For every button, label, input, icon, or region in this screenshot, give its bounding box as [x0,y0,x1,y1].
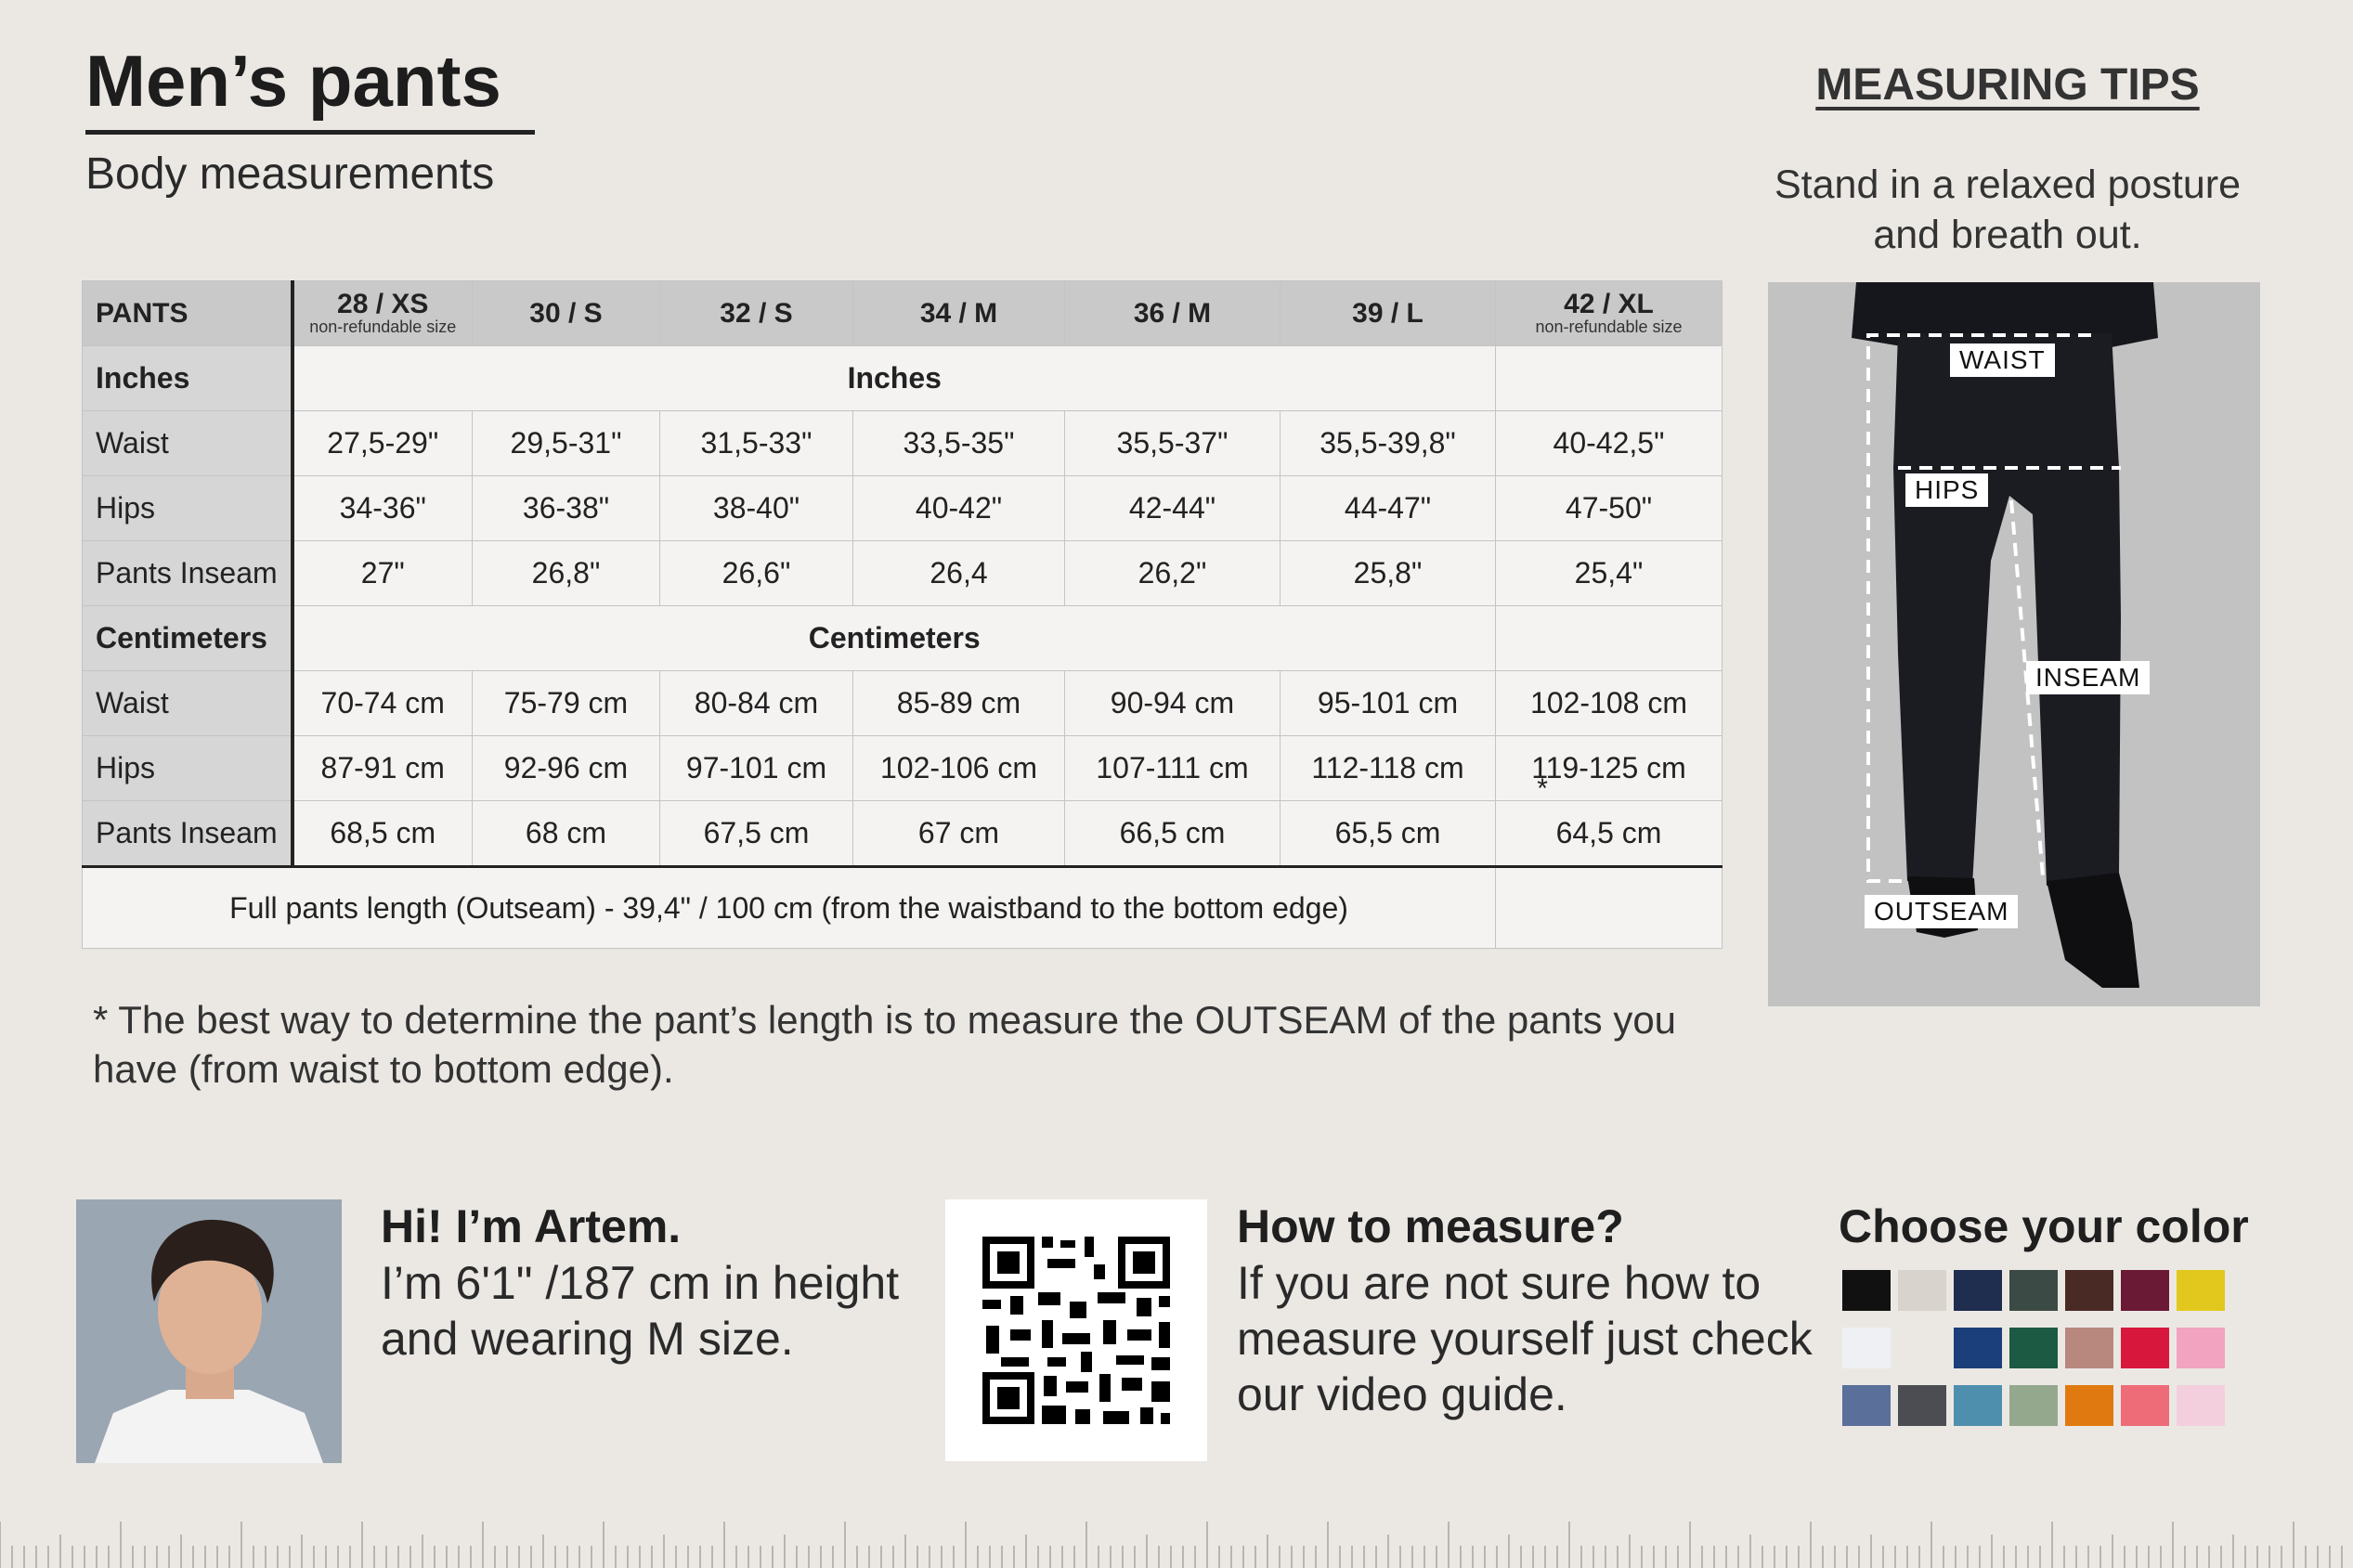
how-to-measure-text: If you are not sure how to measure yourself just check our video guide. [1237,1257,1813,1420]
size-label: 36 / M [1133,297,1212,329]
hips-label: HIPS [1905,473,1988,507]
row-label: Waist [83,671,292,736]
color-swatch[interactable] [1898,1328,1946,1368]
table-cell: 70-74 cm [292,671,473,736]
color-swatch[interactable] [1842,1385,1891,1426]
row-label: Hips [83,476,292,541]
table-footer-row [83,867,1722,949]
table-cell-value: 119-125 cm * [1531,751,1686,784]
color-swatch[interactable] [2009,1270,2058,1311]
size-note: non-refundable size [1535,317,1683,336]
blank-cell [1496,346,1722,411]
color-swatch-grid [1842,1270,2232,1428]
title-underline [85,130,535,135]
size-header [473,281,660,346]
row-label: Pants Inseam [83,541,292,606]
model-text: I’m 6'1" /187 cm in height and wearing M size. [381,1257,900,1365]
color-swatch[interactable] [2009,1385,2058,1426]
blank-cell [1496,867,1722,949]
color-choice-heading: Choose your color [1839,1200,2249,1252]
color-swatch[interactable] [1842,1328,1891,1368]
size-note: non-refundable size [309,317,457,336]
table-cell: 33,5-35" [853,411,1065,476]
size-label: 34 / M [919,297,998,329]
row-label: Pants Inseam [83,801,292,867]
video-guide-qr-code[interactable] [945,1199,1207,1461]
ruler-decoration [0,1495,2353,1568]
waist-label: WAIST [1950,343,2055,377]
size-label: 30 / S [529,297,603,329]
measuring-tips-text: Stand in a relaxed posture and breath out. [1774,162,2241,257]
table-cell: 29,5-31" [473,411,660,476]
table-row [83,671,1722,736]
table-cell: 68 cm [473,801,660,867]
inches-section-label: Inches [292,346,1496,411]
color-swatch[interactable] [1954,1270,2002,1311]
centimeters-section-label: Centimeters [292,606,1496,671]
table-cell: 26,4 [853,541,1065,606]
table-cell: 47-50" [1496,476,1722,541]
color-swatch[interactable] [1898,1385,1946,1426]
color-swatch[interactable] [2121,1270,2169,1311]
table-row [83,801,1722,867]
table-cell: 42-44" [1065,476,1280,541]
color-swatch[interactable] [2177,1385,2225,1426]
centimeters-row-label: Centimeters [83,606,292,671]
color-swatch[interactable] [1954,1328,2002,1368]
inches-section-row [83,346,1722,411]
color-swatch[interactable] [2009,1328,2058,1368]
page-title: Men’s pants [85,40,501,122]
table-cell [1496,736,1722,801]
table-cell: 80-84 cm [660,671,853,736]
table-cell: 67 cm [853,801,1065,867]
table-cell: 102-108 cm [1496,671,1722,736]
table-cell: 64,5 cm [1496,801,1722,867]
table-row [83,541,1722,606]
table-cell: 95-101 cm [1280,671,1496,736]
page-subtitle: Body measurements [85,149,495,199]
table-cell: 67,5 cm [660,801,853,867]
inseam-label: INSEAM [2026,661,2150,694]
table-cell: 85-89 cm [853,671,1065,736]
table-cell: 40-42,5" [1496,411,1722,476]
color-swatch[interactable] [2177,1328,2225,1368]
table-cell: 97-101 cm [660,736,853,801]
table-cell: 26,6" [660,541,853,606]
table-cell: 65,5 cm [1280,801,1496,867]
table-cell: 92-96 cm [473,736,660,801]
color-swatch[interactable] [2121,1385,2169,1426]
table-cell: 38-40" [660,476,853,541]
color-swatch[interactable] [2177,1270,2225,1311]
table-cell: 75-79 cm [473,671,660,736]
size-header [660,281,853,346]
table-cell: 26,8" [473,541,660,606]
centimeters-section-row [83,606,1722,671]
color-swatch[interactable] [2065,1270,2113,1311]
table-cell: 25,4" [1496,541,1722,606]
table-cell: 25,8" [1280,541,1496,606]
table-cell: 35,5-39,8" [1280,411,1496,476]
table-cell: 66,5 cm [1065,801,1280,867]
table-cell: 40-42" [853,476,1065,541]
size-label: 42 / XL [1564,288,1654,319]
size-header [1280,281,1496,346]
pants-measurement-diagram [1768,282,2260,1006]
size-header [853,281,1065,346]
color-swatch[interactable] [2065,1385,2113,1426]
size-label: 39 / L [1352,297,1424,329]
table-cell: 26,2" [1065,541,1280,606]
table-row [83,411,1722,476]
table-row [83,476,1722,541]
size-label: 32 / S [720,297,793,329]
table-cell: 90-94 cm [1065,671,1280,736]
color-swatch[interactable] [1898,1270,1946,1311]
outseam-label: OUTSEAM [1865,895,2018,928]
color-swatch[interactable] [1954,1385,2002,1426]
size-header [1065,281,1280,346]
blank-cell [1496,606,1722,671]
table-cell: 35,5-37" [1065,411,1280,476]
table-cell: 112-118 cm [1280,736,1496,801]
measuring-tips-title: MEASURING TIPS [1815,60,2200,110]
outseam-tip: * The best way to determine the pant’s length is to measure the OUTSEAM of the pants you have (from waist to bottom edge). [93,998,1677,1091]
table-cell: 44-47" [1280,476,1496,541]
table-cell: 34-36" [292,476,473,541]
size-table [82,280,1722,949]
row-label: Hips [83,736,292,801]
color-swatch[interactable] [2065,1328,2113,1368]
table-cell: 68,5 cm [292,801,473,867]
model-photo [76,1199,342,1463]
qr-code-icon [945,1199,1207,1461]
model-heading: Hi! I’m Artem. [381,1200,682,1252]
size-header [1496,281,1722,346]
table-cell: 31,5-33" [660,411,853,476]
color-swatch[interactable] [1842,1270,1891,1311]
outseam-note: Full pants length (Outseam) - 39,4" / 100 cm (from the waistband to the bottom edge) [83,867,1496,949]
table-cell: 36-38" [473,476,660,541]
table-cell: 107-111 cm [1065,736,1280,801]
model-portrait-illustration [76,1199,342,1463]
inches-row-label: Inches [83,346,292,411]
table-cell: 102-106 cm [853,736,1065,801]
size-header [292,281,473,346]
table-row [83,736,1722,801]
color-swatch[interactable] [2121,1328,2169,1368]
row-label: Waist [83,411,292,476]
table-cell: 87-91 cm [292,736,473,801]
table-header-row [83,281,1722,346]
corner-label: PANTS [83,281,292,346]
table-cell: 27,5-29" [292,411,473,476]
how-to-measure-heading: How to measure? [1237,1200,1624,1252]
size-label: 28 / XS [337,288,429,319]
table-cell: 27" [292,541,473,606]
